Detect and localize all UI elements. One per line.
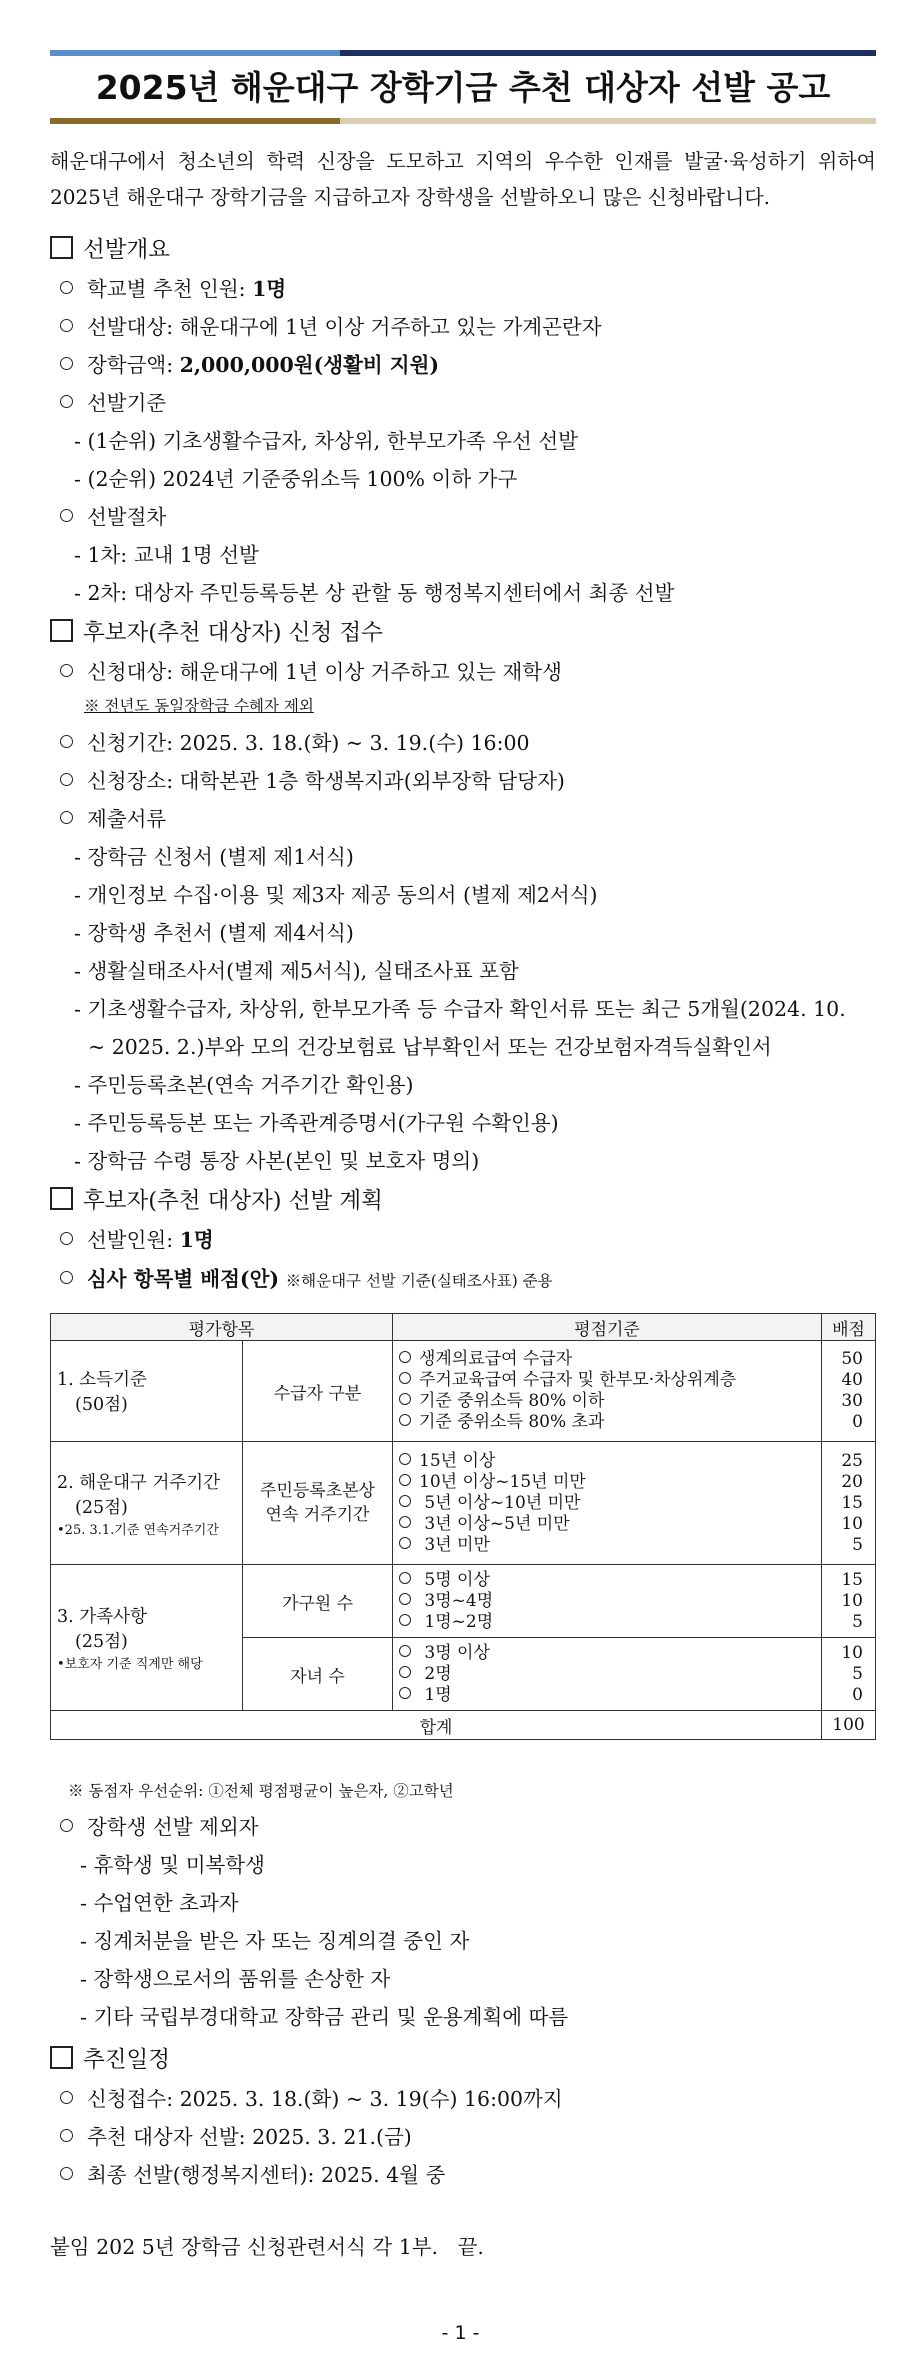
section-application-heading: 후보자(추천 대상자) 신청 접수	[50, 615, 383, 647]
table-row	[51, 1565, 876, 1638]
list-subitem: - 1차: 교내 1명 선발	[74, 543, 259, 567]
title-bottom-rule	[50, 118, 876, 124]
row-item: 수급자 구분	[243, 1341, 393, 1442]
criteria-item: 5명 이상	[399, 1570, 815, 1591]
score-value: 10	[841, 1590, 863, 1611]
circle-bullet-icon	[60, 319, 73, 332]
list-item: 선발대상: 해운대구에 1년 이상 거주하고 있는 가계곤란자	[60, 310, 602, 340]
score-value: 15	[841, 1492, 863, 1513]
circle-bullet-icon	[60, 1819, 73, 1832]
criteria-item: 기준 중위소득 80% 초과	[399, 1412, 815, 1433]
row-item: 자녀 수	[243, 1638, 393, 1711]
circle-bullet-icon	[399, 1414, 411, 1426]
criteria-item: 3명~4명	[399, 1591, 815, 1612]
criteria-item: 1명~2명	[399, 1612, 815, 1633]
score-value: 20	[841, 1471, 863, 1492]
circle-bullet-icon	[60, 2167, 73, 2180]
table-row	[51, 1442, 876, 1565]
list-item: 신청접수: 2025. 3. 18.(화) ~ 3. 19(수) 16:00까지	[60, 2082, 563, 2112]
circle-bullet-icon	[60, 664, 73, 677]
document-item: - 장학금 수령 통장 사본(본인 및 보호자 명의)	[74, 1149, 480, 1173]
circle-bullet-icon	[60, 2091, 73, 2104]
circle-bullet-icon	[399, 1537, 411, 1549]
row-item: 주민등록초본상 연속 거주기간	[243, 1442, 393, 1565]
list-item: 장학금액: 2,000,000원(생활비 지원)	[60, 348, 439, 378]
list-item: 신청기간: 2025. 3. 18.(화) ~ 3. 19.(수) 16:00	[60, 726, 530, 756]
title-top-rule	[50, 50, 876, 56]
document-item-continued: ~ 2025. 2.)부와 모의 건강보험료 납부확인서 또는 건강보험자격득실확인서	[88, 1035, 772, 1059]
score-value: 0	[852, 1684, 863, 1705]
list-item: 학교별 추천 인원: 1명	[60, 272, 286, 302]
score-value: 5	[852, 1534, 863, 1555]
circle-bullet-icon	[60, 811, 73, 824]
document-item: - 장학생 추천서 (별제 제4서식)	[74, 921, 354, 945]
section-selection-plan-heading: 후보자(추천 대상자) 선발 계획	[50, 1183, 383, 1215]
page-title: 2025년 해운대구 장학기금 추천 대상자 선발 공고	[95, 68, 831, 107]
list-item: 추천 대상자 선발: 2025. 3. 21.(금)	[60, 2120, 412, 2150]
score-value: 40	[841, 1370, 863, 1390]
checkbox-square-icon	[50, 236, 73, 259]
circle-bullet-icon	[399, 1495, 411, 1507]
list-item: 장학생 선발 제외자	[60, 1810, 258, 1840]
criteria-item: 2명	[399, 1664, 815, 1685]
circle-bullet-icon	[399, 1516, 411, 1528]
list-item: 제출서류	[60, 802, 166, 832]
document-item: - 주민등록초본(연속 거주기간 확인용)	[74, 1073, 414, 1097]
row-criteria	[393, 1442, 822, 1565]
list-item: 선발기준	[60, 386, 166, 416]
row-criteria	[393, 1638, 822, 1711]
document-item: - 생활실태조사서(별제 제5서식), 실태조사표 포함	[74, 959, 519, 983]
score-value: 0	[852, 1412, 863, 1432]
score-value: 15	[841, 1569, 863, 1590]
section-schedule-heading: 추진일정	[50, 2042, 170, 2074]
list-item: 선발절차	[60, 500, 166, 530]
document-item: - 장학금 신청서 (별제 제1서식)	[74, 845, 354, 869]
table-row	[51, 1341, 876, 1442]
criteria-item: 10년 이상~15년 미만	[399, 1472, 815, 1493]
circle-bullet-icon	[399, 1614, 411, 1626]
circle-bullet-icon	[60, 735, 73, 748]
circle-bullet-icon	[399, 1593, 411, 1605]
score-value: 10	[841, 1513, 863, 1534]
circle-bullet-icon	[399, 1393, 411, 1405]
score-value: 30	[841, 1391, 863, 1411]
section-overview-heading: 선발개요	[50, 232, 170, 264]
criteria-item: 3년 미만	[399, 1535, 815, 1556]
attachment-footer: 붙임 202 5년 장학금 신청관련서식 각 1부. 끝.	[50, 2235, 484, 2259]
row-scores	[822, 1638, 876, 1711]
table-header-criteria-item: 평가항목	[51, 1314, 393, 1341]
exclusion-item: - 휴학생 및 미복학생	[80, 1853, 265, 1877]
document-item: - 기초생활수급자, 차상위, 한부모가족 등 수급자 확인서류 또는 최근 5개월(2024. 10.	[74, 997, 846, 1021]
row-category: 1. 소득기준 (50점)	[51, 1341, 243, 1442]
circle-bullet-icon	[60, 1271, 73, 1284]
circle-bullet-icon	[399, 1645, 411, 1657]
circle-bullet-icon	[399, 1474, 411, 1486]
exclusion-note: ※ 전년도 동일장학금 수혜자 제외	[84, 697, 314, 715]
row-scores	[822, 1442, 876, 1565]
table-total-row	[51, 1711, 876, 1740]
page-number: - 1 -	[441, 2322, 480, 2344]
criteria-item: 주거교육급여 수급자 및 한부모·차상위계층	[399, 1370, 815, 1391]
circle-bullet-icon	[60, 509, 73, 522]
row-scores	[822, 1565, 876, 1638]
circle-bullet-icon	[399, 1351, 411, 1363]
exclusion-item: - 장학생으로서의 품위를 손상한 자	[80, 1967, 391, 1991]
circle-bullet-icon	[60, 357, 73, 370]
list-item: 신청대상: 해운대구에 1년 이상 거주하고 있는 재학생	[60, 655, 562, 685]
row-criteria	[393, 1565, 822, 1638]
row-category: 2. 해운대구 거주기간 (25점) •25. 3.1.기준 연속거주기간	[51, 1442, 243, 1565]
total-score: 100	[822, 1711, 876, 1740]
tie-break-note: ※ 동점자 우선순위: ①전체 평점평균이 높은자, ②고학년	[68, 1782, 454, 1800]
list-subitem: - (2순위) 2024년 기준중위소득 100% 이하 가구	[74, 467, 518, 491]
list-subitem: - 2차: 대상자 주민등록등본 상 관할 동 행정복지센터에서 최종 선발	[74, 581, 675, 605]
score-value: 50	[841, 1349, 863, 1369]
exclusion-item: - 징계처분을 받은 자 또는 징계의결 중인 자	[80, 1929, 470, 1953]
score-value: 5	[852, 1611, 863, 1632]
intro-paragraph: 해운대구에서 청소년의 학력 신장을 도모하고 지역의 우수한 인재를 발굴·육성하기 위하여 2025년 해운대구 장학기금을 지급하고자 장학생을 선발하오니 많은 신청바랍니다.	[50, 149, 876, 209]
document-item: - 개인정보 수집·이용 및 제3자 제공 동의서 (별제 제2서식)	[74, 883, 598, 907]
criteria-item: 생계의료급여 수급자	[399, 1349, 815, 1370]
criteria-item: 15년 이상	[399, 1451, 815, 1472]
circle-bullet-icon	[399, 1372, 411, 1384]
row-scores	[822, 1341, 876, 1442]
total-label: 합계	[51, 1711, 822, 1740]
list-subitem: - (1순위) 기초생활수급자, 차상위, 한부모가족 우선 선발	[74, 429, 578, 453]
circle-bullet-icon	[60, 395, 73, 408]
criteria-item: 5년 이상~10년 미만	[399, 1493, 815, 1514]
circle-bullet-icon	[60, 281, 73, 294]
list-item: 심사 항목별 배점(안) ※해운대구 선발 기준(실태조사표) 준용	[60, 1262, 553, 1292]
row-category: 3. 가족사항 (25점) •보호자 기준 직계만 해당	[51, 1565, 243, 1711]
document-item: - 주민등록등본 또는 가족관계증명서(가구원 수확인용)	[74, 1111, 559, 1135]
row-criteria	[393, 1341, 822, 1442]
list-item: 최종 선발(행정복지센터): 2025. 4월 중	[60, 2158, 445, 2188]
circle-bullet-icon	[60, 2129, 73, 2142]
exclusion-item: - 수업연한 초과자	[80, 1891, 239, 1915]
scoring-table	[50, 1313, 876, 1740]
list-item: 신청장소: 대학본관 1층 학생복지과(외부장학 담당자)	[60, 764, 565, 794]
exclusion-item: - 기타 국립부경대학교 장학금 관리 및 운용계획에 따름	[80, 2005, 569, 2029]
circle-bullet-icon	[399, 1453, 411, 1465]
table-header-standard: 평점기준	[393, 1314, 822, 1341]
criteria-item: 기준 중위소득 80% 이하	[399, 1391, 815, 1412]
list-item: 선발인원: 1명	[60, 1223, 214, 1253]
circle-bullet-icon	[60, 1232, 73, 1245]
checkbox-square-icon	[50, 2046, 73, 2069]
criteria-item: 1명	[399, 1685, 815, 1706]
criteria-item: 3명 이상	[399, 1643, 815, 1664]
checkbox-square-icon	[50, 1187, 73, 1210]
score-value: 25	[841, 1450, 863, 1471]
row-item: 가구원 수	[243, 1565, 393, 1638]
circle-bullet-icon	[399, 1687, 411, 1699]
score-value: 5	[852, 1663, 863, 1684]
table-header-score: 배점	[822, 1314, 876, 1341]
circle-bullet-icon	[399, 1666, 411, 1678]
checkbox-square-icon	[50, 619, 73, 642]
circle-bullet-icon	[399, 1572, 411, 1584]
criteria-item: 3년 이상~5년 미만	[399, 1514, 815, 1535]
circle-bullet-icon	[60, 773, 73, 786]
score-value: 10	[841, 1642, 863, 1663]
